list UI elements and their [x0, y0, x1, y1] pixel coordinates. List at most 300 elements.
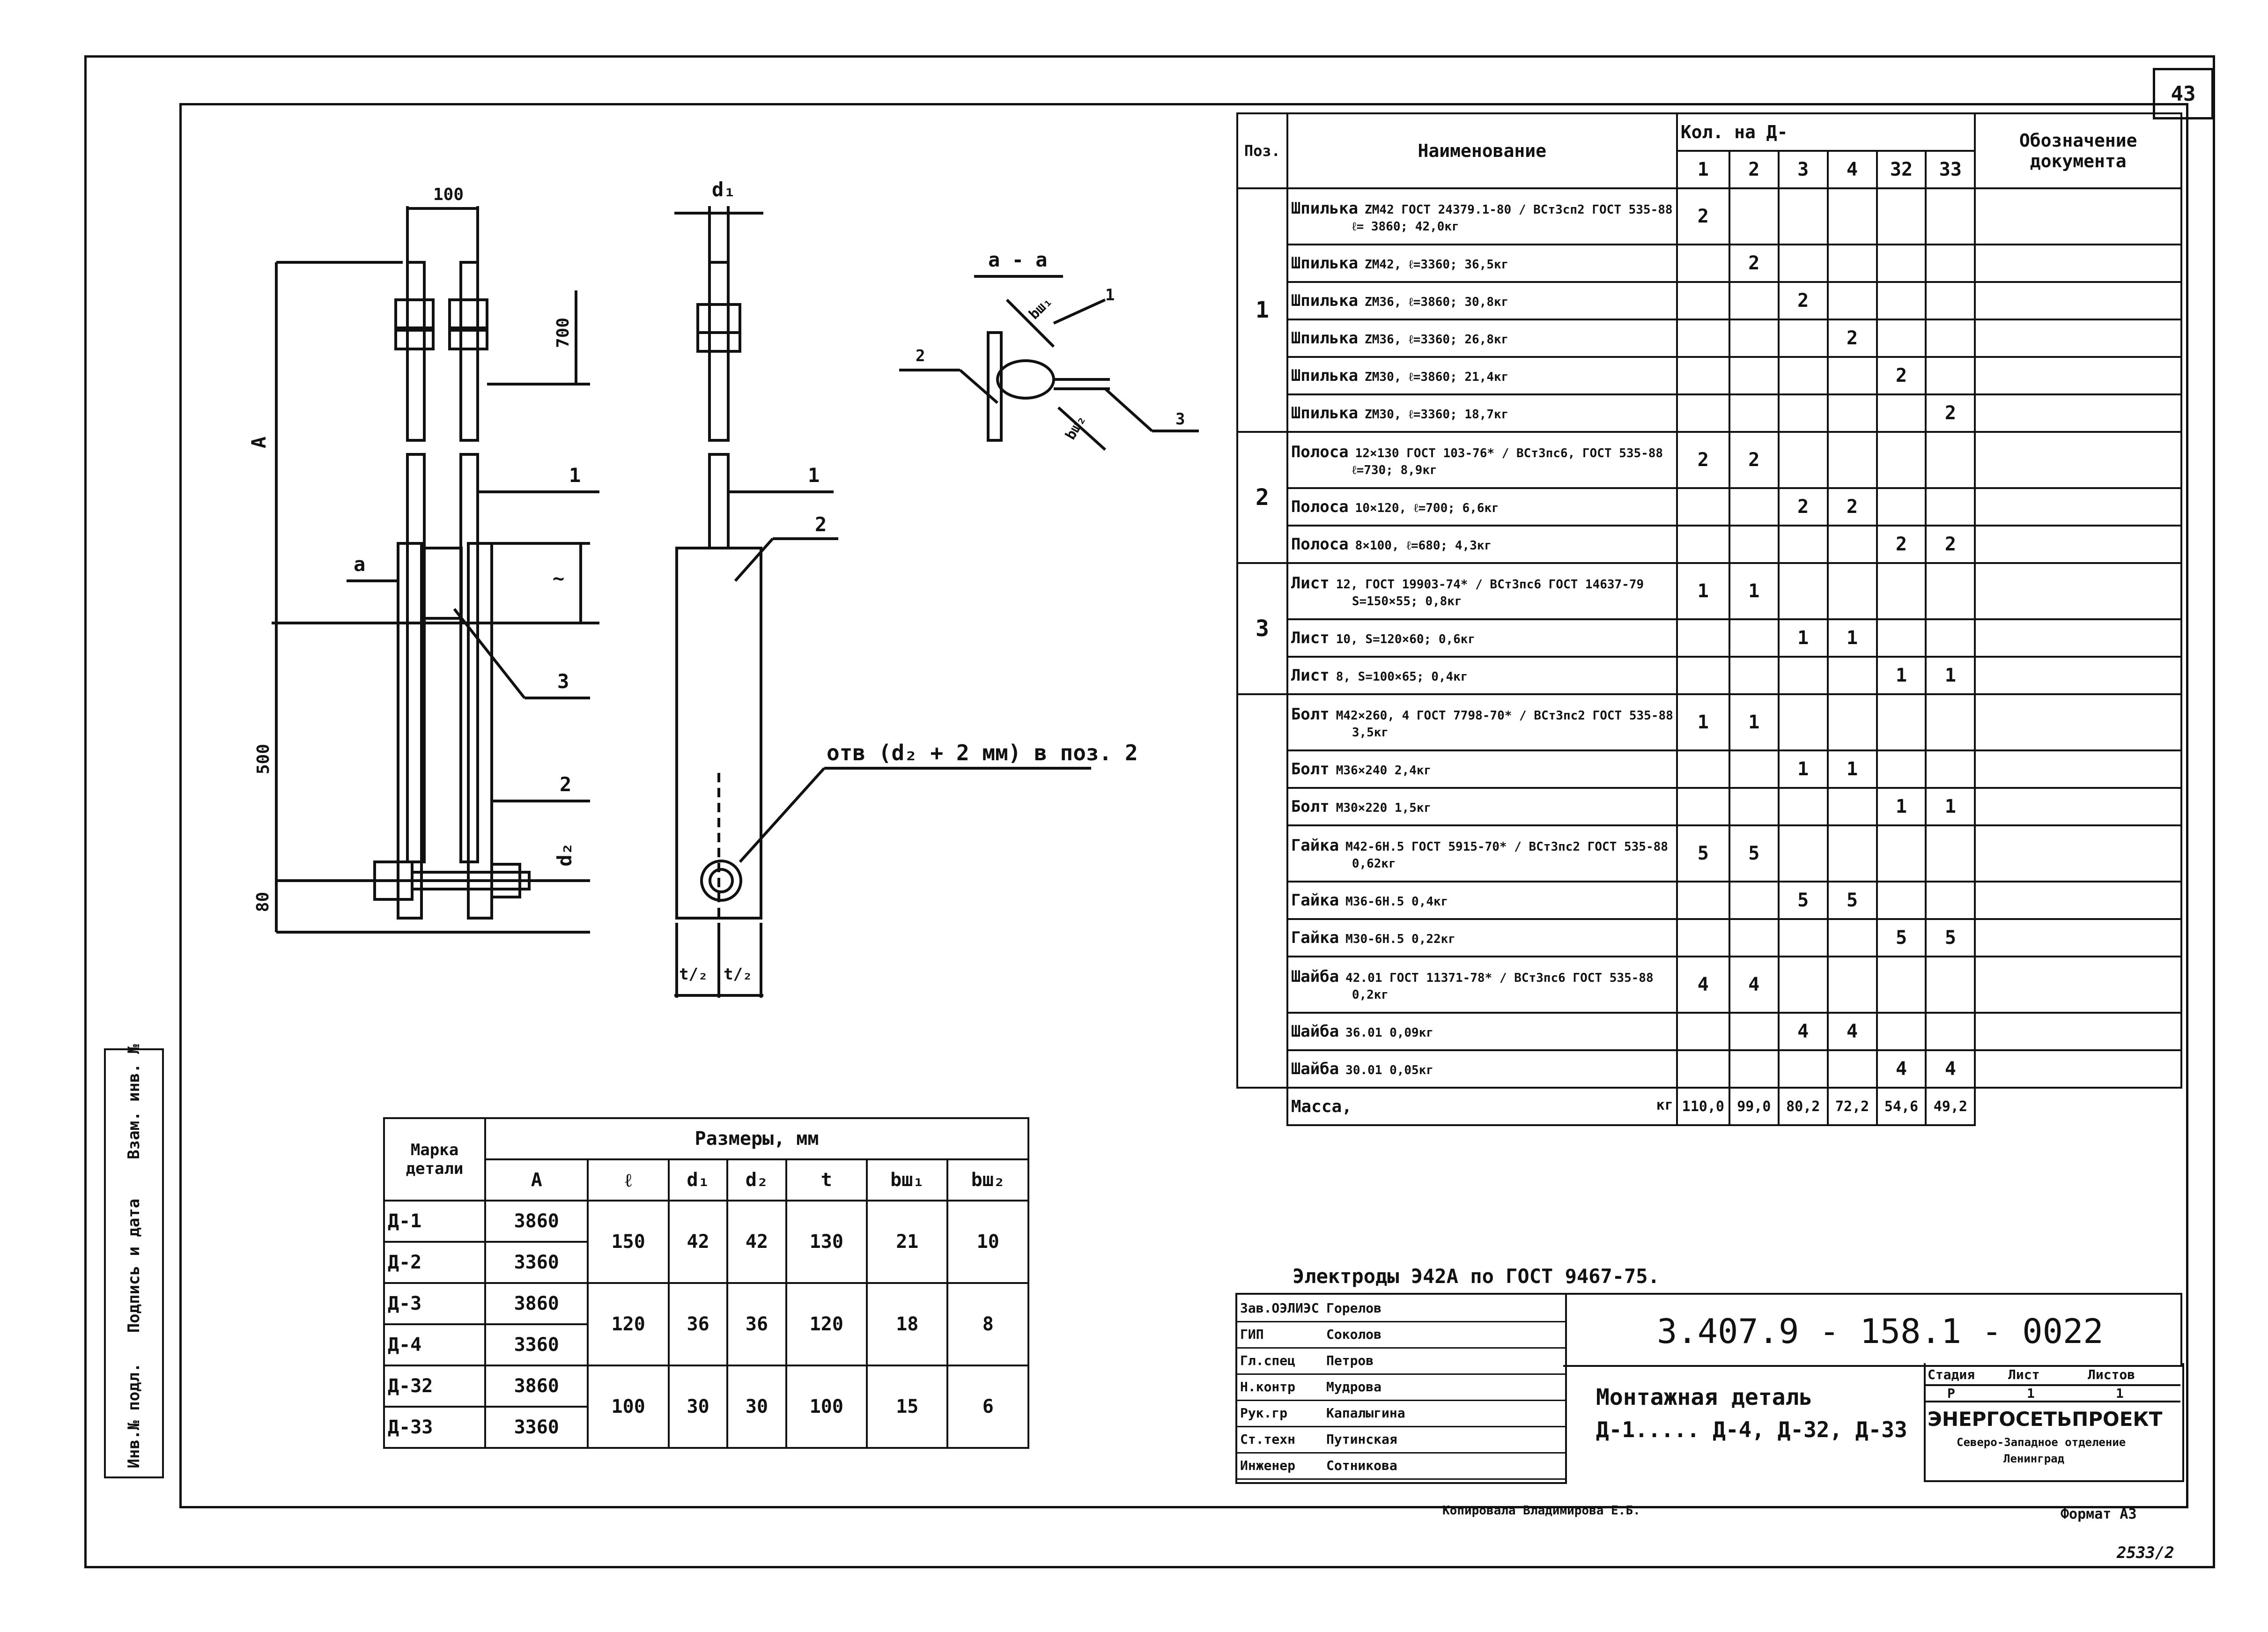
spec-qty-cell: 2 [1926, 394, 1975, 432]
spec-qty-cell [1877, 488, 1926, 526]
spec-doc-cell [1975, 882, 2181, 919]
spec-qty-cell: 2 [1828, 488, 1877, 526]
dims-l-value: 100 [588, 1365, 668, 1448]
spec-qty-cell: 5 [1677, 825, 1729, 882]
spec-qty-cell: 4 [1926, 1050, 1975, 1088]
spec-qty-cell [1877, 825, 1926, 882]
dims-sub-b1: bш₁ [867, 1159, 947, 1201]
spec-item-detail: M36-6H.5 0,4кг [1345, 895, 1448, 909]
dim-500: 500 [254, 743, 273, 775]
spec-row [1237, 1050, 2181, 1088]
dims-row [384, 1201, 1028, 1242]
spec-item-type: Шпилька [1291, 254, 1359, 273]
dims-a-value: 3860 [485, 1283, 588, 1324]
spec-item-type: Болт [1291, 705, 1330, 724]
spec-col-qty: Кол. на Д- [1677, 113, 1975, 151]
spec-item-type: Шайба [1291, 1060, 1339, 1078]
signer-role: ГИП [1240, 1327, 1264, 1342]
spec-qty-cell: 1 [1779, 619, 1828, 657]
spec-qty-cell: 1 [1828, 750, 1877, 788]
spec-qty-cell [1779, 919, 1828, 957]
spec-qty-cell [1677, 394, 1729, 432]
dims-d1-value: 30 [669, 1365, 727, 1448]
side-stamp-sign-date: Подпись и дата [125, 1198, 143, 1333]
spec-item-detail: 12, ГОСТ 19903-74* / ВСт3пс6 ГОСТ 14637-79 [1336, 577, 1644, 592]
spec-item-extra: S=150×55; 0,8кг [1352, 594, 1462, 608]
spec-qty-cell [1779, 1050, 1828, 1088]
stage-val-sheets: 1 [2116, 1386, 2124, 1401]
spec-row [1237, 357, 2181, 394]
dims-mark: Д-2 [384, 1242, 485, 1283]
spec-doc-cell [1975, 1050, 2181, 1088]
callout-1-section: 1 [1105, 286, 1115, 304]
spec-qty-cell: 2 [1729, 245, 1779, 282]
callout-1-side: 1 [808, 464, 820, 487]
spec-row [1237, 919, 2181, 957]
spec-qty-cell [1779, 957, 1828, 1013]
spec-qty-cell: 1 [1729, 563, 1779, 619]
spec-doc-cell [1975, 788, 2181, 825]
spec-item-detail: 42.01 ГОСТ 11371-78* / ВСт3пс6 ГОСТ 535-88 [1345, 971, 1654, 985]
spec-qty-cell [1677, 788, 1729, 825]
spec-qty-cell: 1 [1677, 563, 1729, 619]
bsh2-label: bш₂ [1062, 412, 1089, 443]
spec-qty-cell [1779, 357, 1828, 394]
spec-qty-cell [1926, 825, 1975, 882]
spec-doc-cell [1975, 245, 2181, 282]
spec-qty-cell [1877, 619, 1926, 657]
spec-qty-cell [1877, 432, 1926, 488]
spec-qty-cell [1926, 245, 1975, 282]
spec-qty-cell [1729, 394, 1779, 432]
spec-row [1237, 488, 2181, 526]
mass-value-32: 54,6 [1877, 1088, 1926, 1125]
spec-qty-cell [1828, 357, 1877, 394]
spec-item-type: Полоса [1291, 535, 1349, 554]
dims-mark: Д-33 [384, 1407, 485, 1448]
spec-qty-cell [1779, 319, 1828, 357]
spec-row [1237, 1013, 2181, 1050]
spec-item-type: Шпилька [1291, 366, 1359, 385]
dims-d2-value: 42 [727, 1201, 786, 1283]
spec-qty-cell [1677, 245, 1729, 282]
dims-mark: Д-32 [384, 1365, 485, 1407]
spec-qty-cell [1926, 619, 1975, 657]
spec-qty-cell [1828, 825, 1877, 882]
washer-1 [396, 330, 433, 349]
spec-qty-cell: 5 [1729, 825, 1779, 882]
spec-qty-cell [1877, 394, 1926, 432]
dims-t-value: 120 [786, 1283, 867, 1365]
spec-qty-cell: 2 [1926, 526, 1975, 563]
stage-head-sheet: Лист [2008, 1367, 2040, 1382]
spec-qty-cell [1729, 282, 1779, 319]
spec-qty-cell [1828, 657, 1877, 694]
drawing-code: 3.407.9 - 158.1 - 0022 [1657, 1312, 2104, 1351]
signer-name: Капалыгина [1326, 1405, 1405, 1421]
spec-item-type: Шайба [1291, 967, 1339, 986]
spec-qty-cell: 1 [1677, 694, 1729, 750]
spec-qty-cell [1828, 1050, 1877, 1088]
signer-name: Сотникова [1326, 1458, 1397, 1473]
spec-item-detail: M42×260, 4 ГОСТ 7798-70* / ВСт3пс2 ГОСТ 535-88 [1336, 708, 1673, 723]
spec-doc-cell [1975, 657, 2181, 694]
spec-qty-cell [1677, 282, 1729, 319]
callout-2-side: 2 [815, 513, 827, 536]
spec-row [1237, 394, 2181, 432]
signer-role: Гл.спец [1240, 1353, 1296, 1368]
dims-a-value: 3360 [485, 1324, 588, 1365]
spec-qty-cell [1877, 282, 1926, 319]
dims-a-value: 3860 [485, 1201, 588, 1242]
spec-item-name [1287, 394, 1677, 432]
spec-item-detail: 8, S=100×65; 0,4кг [1336, 670, 1468, 684]
mass-row-label [1287, 1088, 1677, 1125]
spec-item-name [1287, 825, 1677, 882]
qty-col-4: 4 [1828, 151, 1877, 188]
spec-row [1237, 882, 2181, 919]
qty-col-3: 3 [1779, 151, 1828, 188]
dims-sub-d1: d₁ [669, 1159, 727, 1201]
spec-row [1237, 563, 2181, 619]
dims-d2-value: 36 [727, 1283, 786, 1365]
spec-body [1237, 188, 2181, 1088]
dims-col-mark: Марка детали [384, 1118, 485, 1201]
spec-qty-cell [1926, 563, 1975, 619]
spec-qty-cell: 1 [1926, 657, 1975, 694]
spec-item-name [1287, 526, 1677, 563]
spec-item-name [1287, 619, 1677, 657]
spec-col-pos: Поз. [1237, 113, 1287, 188]
dims-row [384, 1365, 1028, 1407]
dims-sub-t: t [786, 1159, 867, 1201]
spec-qty-cell [1677, 488, 1729, 526]
spec-qty-cell [1828, 188, 1877, 245]
dims-mark: Д-3 [384, 1283, 485, 1324]
spec-qty-cell [1729, 882, 1779, 919]
callout-1-front: 1 [569, 464, 581, 487]
stage-head-stage: Стадия [1928, 1367, 1975, 1382]
spec-item-type: Шпилька [1291, 329, 1359, 348]
spec-qty-cell [1779, 563, 1828, 619]
qty-col-33: 33 [1926, 151, 1975, 188]
spec-qty-cell [1729, 750, 1779, 788]
spec-doc-cell [1975, 1013, 2181, 1050]
spec-qty-cell: 5 [1828, 882, 1877, 919]
hole-note: отв (d₂ + 2 мм) в поз. 2 [827, 740, 1138, 765]
spec-qty-cell [1926, 1013, 1975, 1050]
dims-d1-value: 36 [669, 1283, 727, 1365]
callout-2-front: 2 [560, 773, 572, 796]
signer-role: Н.контр [1240, 1379, 1296, 1395]
spec-item-type: Шайба [1291, 1022, 1339, 1041]
stage-val-sheet: 1 [2027, 1386, 2035, 1401]
spec-qty-cell [1779, 694, 1828, 750]
dim-tilde: ~ [553, 567, 565, 590]
spec-qty-cell [1828, 919, 1877, 957]
spec-row [1237, 957, 2181, 1013]
rod-left-top [407, 262, 424, 440]
spec-qty-cell [1779, 526, 1828, 563]
spec-row [1237, 432, 2181, 488]
spec-item-detail: 10×120, ℓ=700; 6,6кг [1355, 501, 1499, 515]
spec-item-type: Лист [1291, 629, 1330, 647]
callout-2-section: 2 [916, 347, 925, 365]
signer-name: Мудрова [1326, 1379, 1382, 1395]
spec-qty-cell [1926, 357, 1975, 394]
dims-mark: Д-1 [384, 1201, 485, 1242]
spec-qty-cell [1677, 657, 1729, 694]
spec-qty-cell [1828, 526, 1877, 563]
bsh1-label: bш₁ [1026, 293, 1056, 323]
spec-qty-cell [1926, 957, 1975, 1013]
spec-doc-cell [1975, 319, 2181, 357]
sheet-number: 43 [2153, 68, 2214, 119]
spec-qty-cell [1877, 245, 1926, 282]
dims-d1-value: 42 [669, 1201, 727, 1283]
org-sub-2: Ленинград [2003, 1452, 2065, 1465]
spec-qty-cell [1729, 619, 1779, 657]
dims-l-value: 120 [588, 1283, 668, 1365]
spec-qty-cell [1729, 319, 1779, 357]
drawing-name-2: Д-1..... Д-4, Д-32, Д-33 [1596, 1417, 1907, 1442]
t2-right: t/₂ [724, 965, 753, 984]
section-label: a - a [988, 248, 1048, 271]
qty-col-1: 1 [1677, 151, 1729, 188]
spec-qty-cell: 2 [1677, 432, 1729, 488]
org-sub-1: Северо-Западное отделение [1957, 1436, 2126, 1449]
spec-item-type: Гайка [1291, 891, 1339, 910]
spec-qty-cell [1677, 1013, 1729, 1050]
spec-item-detail: ZM30, ℓ=3860; 21,4кг [1365, 370, 1509, 384]
spec-item-extra: 0,62кг [1352, 856, 1396, 871]
spec-qty-cell [1828, 394, 1877, 432]
spec-qty-cell: 4 [1779, 1013, 1828, 1050]
side-stamp-replace-inv: Взам. инв. № [125, 1044, 143, 1159]
electrodes-note: Электроды Э42А по ГОСТ 9467-75. [1293, 1265, 1660, 1288]
spec-item-detail: ZM36, ℓ=3860; 30,8кг [1365, 295, 1509, 309]
spec-qty-cell [1779, 788, 1828, 825]
spec-qty-cell: 2 [1828, 319, 1877, 357]
dims-col-sizes: Размеры, мм [485, 1118, 1028, 1159]
spec-qty-cell [1779, 245, 1828, 282]
spec-qty-cell: 1 [1877, 657, 1926, 694]
dim-100: 100 [433, 185, 464, 204]
spec-item-name [1287, 694, 1677, 750]
spec-doc-cell [1975, 357, 2181, 394]
spec-qty-cell [1779, 657, 1828, 694]
spec-qty-cell [1729, 1013, 1779, 1050]
signer-row [1237, 1295, 1565, 1322]
t2-left: t/₂ [679, 965, 708, 984]
spec-qty-cell [1677, 619, 1729, 657]
format-label: Формат А3 [2061, 1506, 2137, 1522]
drawing-name-1: Монтажная деталь [1596, 1384, 1813, 1410]
spec-row [1237, 319, 2181, 357]
spec-qty-cell: 2 [1677, 188, 1729, 245]
dims-t-value: 100 [786, 1365, 867, 1448]
spec-qty-cell [1677, 526, 1729, 563]
dims-b2-value: 8 [947, 1283, 1028, 1365]
spec-doc-cell [1975, 957, 2181, 1013]
spec-qty-cell: 4 [1877, 1050, 1926, 1088]
spec-item-type: Болт [1291, 797, 1330, 816]
spec-item-type: Лист [1291, 666, 1330, 685]
spec-qty-cell [1926, 750, 1975, 788]
spec-doc-cell [1975, 694, 2181, 750]
spec-doc-cell [1975, 919, 2181, 957]
spec-row [1237, 750, 2181, 788]
spec-qty-cell: 1 [1729, 694, 1779, 750]
spec-item-extra: 3,5кг [1352, 725, 1389, 740]
spec-qty-cell [1926, 694, 1975, 750]
spec-qty-cell: 1 [1828, 619, 1877, 657]
spec-item-type: Шпилька [1291, 291, 1359, 310]
spec-item-type: Гайка [1291, 836, 1339, 855]
spec-item-name [1287, 563, 1677, 619]
spec-qty-cell [1677, 319, 1729, 357]
spec-row [1237, 825, 2181, 882]
spec-doc-cell [1975, 488, 2181, 526]
spec-qty-cell [1926, 188, 1975, 245]
rod-right-top [461, 262, 478, 440]
spec-qty-cell: 1 [1779, 750, 1828, 788]
spec-pos: 1 [1237, 188, 1287, 432]
spec-row [1237, 619, 2181, 657]
spec-qty-cell: 1 [1877, 788, 1926, 825]
spec-item-extra: ℓ=730; 8,9кг [1352, 463, 1437, 477]
spec-qty-cell: 4 [1828, 1013, 1877, 1050]
spec-item-name [1287, 319, 1677, 357]
spec-item-name [1287, 788, 1677, 825]
signer-name: Горелов [1326, 1300, 1382, 1316]
spec-qty-cell: 2 [1877, 357, 1926, 394]
signer-role: Зав.ОЭЛИЭС [1240, 1300, 1319, 1316]
signer-row [1237, 1373, 1565, 1401]
org-name: ЭНЕРГОСЕТЬПРОЕКТ [1928, 1408, 2163, 1431]
side-stamp-inv-no: Инв.№ подл. [125, 1363, 143, 1469]
mass-value-33: 49,2 [1926, 1088, 1975, 1125]
spec-row [1237, 245, 2181, 282]
spec-qty-cell [1926, 319, 1975, 357]
spec-item-type: Шпилька [1291, 199, 1359, 218]
spec-doc-cell [1975, 188, 2181, 245]
dims-sub-a: A [485, 1159, 588, 1201]
d1-label: d₁ [712, 178, 736, 201]
spec-doc-cell [1975, 282, 2181, 319]
spec-qty-cell: 5 [1926, 919, 1975, 957]
dims-l-value: 150 [588, 1201, 668, 1283]
mass-value-1: 110,0 [1677, 1088, 1729, 1125]
spec-row [1237, 526, 2181, 563]
dims-t-value: 130 [786, 1201, 867, 1283]
signer-row [1237, 1426, 1565, 1454]
spec-item-name [1287, 882, 1677, 919]
mass-unit: кг [1656, 1097, 1673, 1113]
spec-item-type: Полоса [1291, 442, 1349, 461]
dims-sub-l: ℓ [588, 1159, 668, 1201]
spec-doc-cell [1975, 394, 2181, 432]
spec-item-name [1287, 188, 1677, 245]
mass-label: Масса, [1291, 1097, 1352, 1116]
callout-3-front: 3 [557, 670, 569, 693]
spec-qty-cell [1828, 282, 1877, 319]
spec-qty-cell [1729, 919, 1779, 957]
spec-item-type: Шпилька [1291, 404, 1359, 423]
spec-qty-cell [1779, 432, 1828, 488]
signers-box [1235, 1293, 1567, 1484]
spec-row [1237, 188, 2181, 245]
spec-qty-cell [1926, 282, 1975, 319]
spec-item-name [1287, 1050, 1677, 1088]
spec-row [1237, 694, 2181, 750]
spec-qty-cell [1877, 1013, 1926, 1050]
dims-mark: Д-4 [384, 1324, 485, 1365]
dims-b2-value: 10 [947, 1201, 1028, 1283]
mass-value-3: 80,2 [1779, 1088, 1828, 1125]
spec-qty-cell [1926, 488, 1975, 526]
spec-qty-cell [1877, 188, 1926, 245]
spec-qty-cell: 2 [1729, 432, 1779, 488]
spec-item-detail: 8×100, ℓ=680; 4,3кг [1355, 539, 1492, 553]
section-mark-a: a [354, 553, 366, 576]
spec-item-detail: M36×240 2,4кг [1336, 764, 1432, 778]
dims-b1-value: 18 [867, 1283, 947, 1365]
spec-item-extra: ℓ= 3860; 42,0кг [1352, 219, 1459, 234]
dims-sub-d2: d₂ [727, 1159, 786, 1201]
stage-val-stage: Р [1947, 1386, 1955, 1401]
spec-item-name [1287, 357, 1677, 394]
spec-qty-cell [1677, 919, 1729, 957]
specification-table [1236, 112, 2182, 1126]
nut-2 [450, 300, 487, 328]
spec-item-detail: 12×130 ГОСТ 103-76* / ВСт3пс6, ГОСТ 535-88 [1355, 446, 1663, 460]
title-block [1235, 1293, 2182, 1490]
dim-a-label: A [247, 436, 271, 449]
spec-doc-cell [1975, 825, 2181, 882]
spec-item-detail: ZM36, ℓ=3360; 26,8кг [1365, 333, 1509, 347]
spec-item-detail: M30×220 1,5кг [1336, 801, 1432, 815]
dims-a-value: 3360 [485, 1242, 588, 1283]
spec-item-detail: 36.01 0,09кг [1345, 1026, 1434, 1040]
spec-qty-cell [1677, 882, 1729, 919]
spec-pos [1237, 694, 1287, 1088]
spec-qty-cell [1828, 245, 1877, 282]
spec-qty-cell: 5 [1877, 919, 1926, 957]
spec-qty-cell [1877, 750, 1926, 788]
spec-item-type: Полоса [1291, 497, 1349, 516]
spec-item-detail: ZM42 ГОСТ 24379.1-80 / ВСт3сп2 ГОСТ 535-88 [1365, 202, 1673, 217]
spec-qty-cell [1926, 882, 1975, 919]
mass-value-2: 99,0 [1729, 1088, 1779, 1125]
spec-qty-cell [1779, 825, 1828, 882]
spec-qty-cell [1828, 788, 1877, 825]
spec-qty-cell [1677, 750, 1729, 788]
signer-role: Инженер [1240, 1458, 1296, 1473]
spec-col-doc: Обозначение документа [1975, 113, 2181, 188]
spec-row [1237, 788, 2181, 825]
spec-qty-cell: 5 [1779, 882, 1828, 919]
spec-item-detail: M30-6H.5 0,22кг [1345, 932, 1455, 946]
spec-qty-cell: 2 [1779, 282, 1828, 319]
spec-qty-cell: 2 [1877, 526, 1926, 563]
washer-2 [450, 330, 487, 349]
signer-row [1237, 1452, 1565, 1480]
spec-qty-cell: 4 [1677, 957, 1729, 1013]
spec-qty-cell [1877, 957, 1926, 1013]
spec-qty-cell: 1 [1926, 788, 1975, 825]
spec-item-name [1287, 919, 1677, 957]
